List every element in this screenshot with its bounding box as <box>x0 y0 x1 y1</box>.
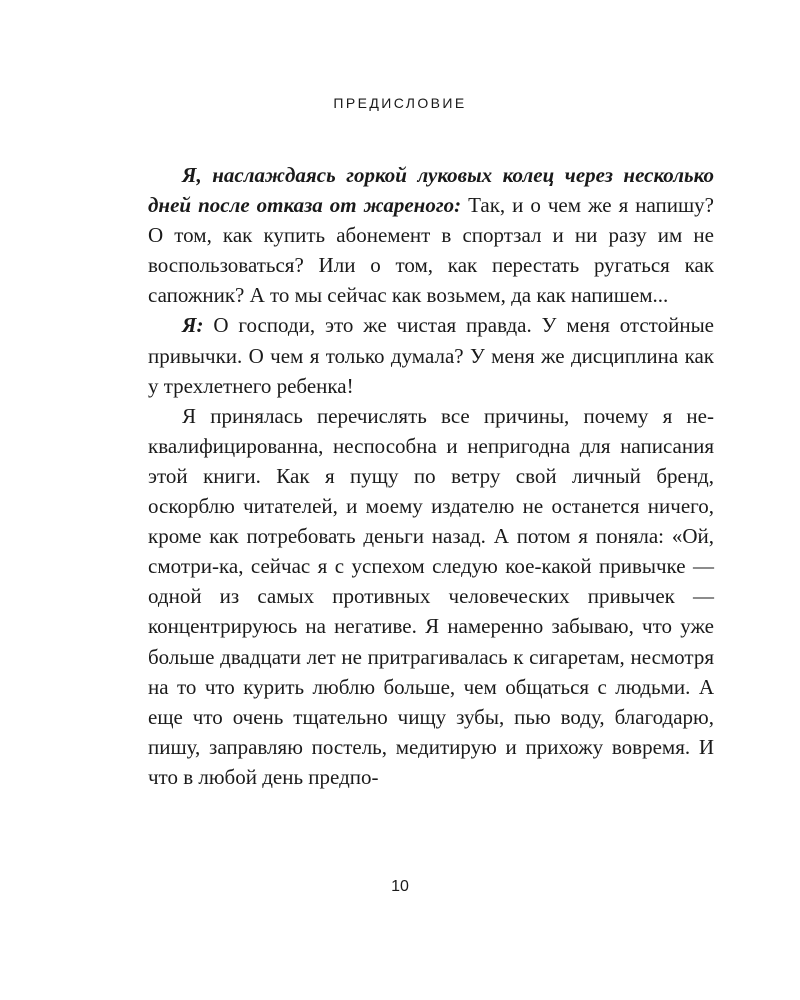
speaker-label: Я: <box>182 313 204 338</box>
paragraph-text: Я принялась перечислять все причины, почему я неквалифицированна, неспособна и непригодна для написания этой книги. Как я пущу по ветру свой личный бренд, оскорблю читателей, и моему издателю не останется ничего, кроме как потребовать деньги назад. А потом я поняла: «Ой, смотри-ка, сейчас я с успехом следую кое-какой привычке — одной из самых противных человеческих привычек — концентрируюсь на негативе. Я намеренно забываю, что уже больше двадцати лет не притрагивалась к сигаретам, несмотря на то что курить люблю больше, чем общаться с людьми. А еще что очень тщательно чищу зубы, пью воду, благодарю, пишу, заправляю постель, медитирую и прихожу вовремя. И что в любой день предпо- <box>148 403 714 789</box>
body-text <box>148 160 714 792</box>
running-head: ПРЕДИСЛОВИЕ <box>333 95 467 111</box>
paragraph <box>148 160 714 310</box>
paragraph-text: О господи, это же чистая правда. У меня отстойные привычки. О чем я только думала? У меня же дисциплина как у трехлетнего ребенка! <box>148 313 714 398</box>
speaker-label: Я, наслаждаясь горкой луковых колец через несколько дней после отказа от жареного: <box>148 163 714 218</box>
paragraph <box>148 310 714 400</box>
paragraph-text: Так, и о чем же я напишу? О том, как купить абонемент в спортзал и ни разу им не воспользоваться? Или о том, как перестать ругаться как сапожник? А то мы сейчас как возьмем, да как напишем... <box>148 193 714 308</box>
paragraph <box>148 401 714 792</box>
page-number: 10 <box>391 878 409 895</box>
